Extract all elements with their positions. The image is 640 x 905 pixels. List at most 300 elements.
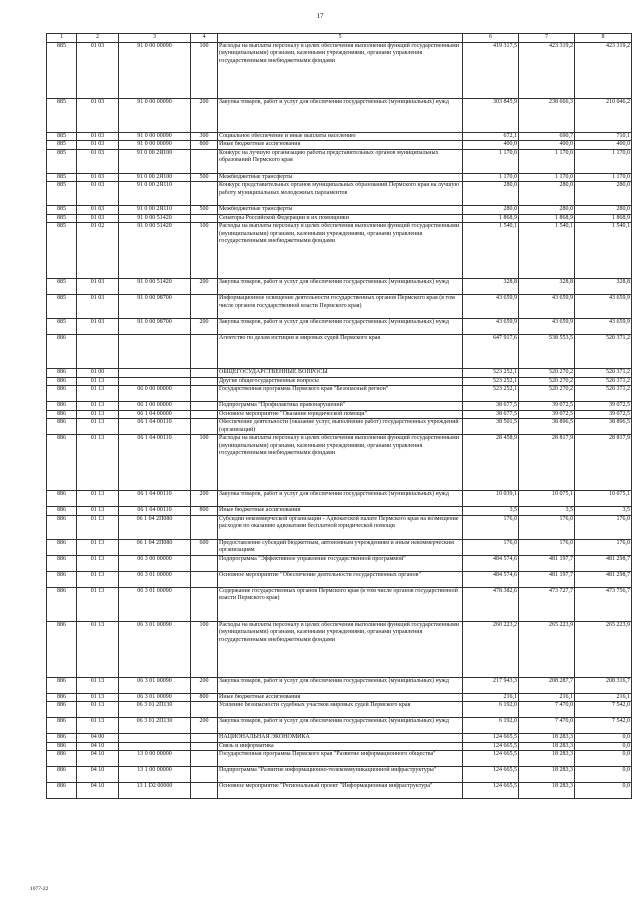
col-expense-type [191, 410, 218, 419]
col-section: 01 13 [77, 402, 119, 411]
col-sum-year-1: 1 868,9 [463, 214, 519, 223]
table-row [47, 386, 632, 402]
col-sum-year-1: 124 665,5 [463, 751, 519, 767]
col-expense-type: 200 [191, 98, 218, 132]
col-target-article: 06 3 00 00000 [119, 555, 191, 571]
col-sum-year-3: 210 046,2 [575, 98, 632, 132]
col-description: Содержание государственных органов Пермского края (в том числе органов государственной власти Пермского края) [218, 587, 463, 621]
col-admin-code: 886 [47, 783, 77, 799]
col-sum-year-1: 647 917,6 [463, 335, 519, 369]
col-sum-year-2: 238 666,3 [519, 98, 575, 132]
col-sum-year-1: 303 845,9 [463, 98, 519, 132]
col-section: 04 10 [77, 783, 119, 799]
table-row [47, 335, 632, 369]
col-target-article: 91 0 00 51420 [119, 214, 191, 223]
col-target-article: 91 0 00 2Я100 [119, 149, 191, 173]
col-expense-type: 100 [191, 42, 218, 98]
col-expense-type: 200 [191, 677, 218, 693]
col-section: 01 13 [77, 571, 119, 587]
col-section: 04 10 [77, 767, 119, 783]
col-description: Субсидии некоммерческой организации - Адвокатской палате Пермского края на возмещение расходов по оказанию адвокатами бесплатной юридической помощи [218, 515, 463, 539]
col-section: 01 00 [77, 369, 119, 378]
col-target-article [119, 734, 191, 743]
col-description: Основное мероприятие "Обеспечение деятельности государственных органов" [218, 571, 463, 587]
col-expense-type: 100 [191, 621, 218, 677]
col-section: 01 13 [77, 491, 119, 507]
col-section: 04 10 [77, 751, 119, 767]
col-description: Иные бюджетные ассигнования [218, 693, 463, 702]
col-target-article: 91 0 00 98700 [119, 295, 191, 319]
col-section: 01 03 [77, 141, 119, 150]
col-admin-code: 886 [47, 677, 77, 693]
table-row [47, 206, 632, 215]
col-admin-code: 886 [47, 718, 77, 734]
table-row [47, 132, 632, 141]
col-section: 01 13 [77, 419, 119, 435]
col-sum-year-1: 260 223,2 [463, 621, 519, 677]
col-expense-type: 800 [191, 693, 218, 702]
table-row [47, 223, 632, 279]
col-sum-year-2: 265 223,9 [519, 621, 575, 677]
col-target-article [119, 335, 191, 369]
col-description: Государственная программа Пермского края "Развитие информационного общества" [218, 751, 463, 767]
col-sum-year-1: 217 943,3 [463, 677, 519, 693]
col-section: 01 03 [77, 42, 119, 98]
col-sum-year-3: 7 542,0 [575, 702, 632, 718]
col-sum-year-3: 0,0 [575, 767, 632, 783]
col-description: Конкурс представительных органов муниципальных образований Пермского края на лучшую работу муниципальных молодежных парламентов [218, 182, 463, 206]
col-expense-type [191, 555, 218, 571]
col-sum-year-2: 10 075,1 [519, 491, 575, 507]
col-expense-type [191, 214, 218, 223]
col-section: 01 13 [77, 621, 119, 677]
col-admin-code: 886 [47, 491, 77, 507]
col-expense-type [191, 369, 218, 378]
col-sum-year-2: 18 283,3 [519, 742, 575, 751]
col-expense-type: 200 [191, 491, 218, 507]
header-col-section: 2 [77, 34, 119, 43]
header-col-sum-year-1: 6 [463, 34, 519, 43]
table-row [47, 571, 632, 587]
col-sum-year-2: 1 170,0 [519, 173, 575, 182]
col-sum-year-2: 690,7 [519, 132, 575, 141]
col-expense-type [191, 767, 218, 783]
col-target-article: 13 0 00 00000 [119, 751, 191, 767]
col-section: 01 13 [77, 677, 119, 693]
col-sum-year-1: 523 252,1 [463, 377, 519, 386]
col-section: 01 13 [77, 435, 119, 491]
col-sum-year-1: 1 540,1 [463, 223, 519, 279]
col-sum-year-3: 39 072,5 [575, 402, 632, 411]
col-description: Закупка товаров, работ и услуг для обеспечения государственных (муниципальных) нужд [218, 718, 463, 734]
col-target-article: 06 3 01 00090 [119, 587, 191, 621]
col-expense-type [191, 571, 218, 587]
col-sum-year-2: 18 283,3 [519, 734, 575, 743]
col-expense-type [191, 783, 218, 799]
col-section: 01 03 [77, 98, 119, 132]
table-row [47, 742, 632, 751]
col-target-article: 91 0 00 00090 [119, 132, 191, 141]
col-sum-year-3: 1 170,0 [575, 173, 632, 182]
table-row [47, 702, 632, 718]
col-expense-type [191, 419, 218, 435]
col-target-article: 06 3 01 00090 [119, 621, 191, 677]
col-sum-year-2: 3,5 [519, 507, 575, 516]
col-sum-year-1: 38 501,5 [463, 419, 519, 435]
col-expense-type [191, 182, 218, 206]
col-sum-year-1: 400,0 [463, 141, 519, 150]
col-sum-year-3: 481 298,7 [575, 571, 632, 587]
col-sum-year-3: 265 223,9 [575, 621, 632, 677]
table-row [47, 369, 632, 378]
col-sum-year-3: 43 659,9 [575, 295, 632, 319]
col-sum-year-3: 520 371,2 [575, 335, 632, 369]
col-target-article: 06 1 04 00110 [119, 435, 191, 491]
col-sum-year-2: 7 470,0 [519, 718, 575, 734]
col-target-article: 06 1 04 00110 [119, 507, 191, 516]
col-target-article [119, 377, 191, 386]
col-sum-year-3: 216,1 [575, 693, 632, 702]
header-col-description: 5 [218, 34, 463, 43]
budget-table [46, 33, 632, 799]
table-row [47, 419, 632, 435]
col-expense-type [191, 702, 218, 718]
col-sum-year-1: 38 677,5 [463, 402, 519, 411]
table-row [47, 319, 632, 335]
col-target-article: 91 0 00 2Я100 [119, 173, 191, 182]
table-row [47, 182, 632, 206]
col-target-article: 13 1 D2 00000 [119, 783, 191, 799]
col-sum-year-1: 523 252,1 [463, 386, 519, 402]
col-description: Межбюджетные трансферты [218, 173, 463, 182]
col-expense-type [191, 742, 218, 751]
col-sum-year-2: 18 283,3 [519, 751, 575, 767]
col-sum-year-1: 6 192,0 [463, 702, 519, 718]
col-sum-year-3: 0,0 [575, 742, 632, 751]
col-sum-year-1: 328,8 [463, 279, 519, 295]
col-admin-code: 885 [47, 214, 77, 223]
col-target-article: 06 1 04 00000 [119, 410, 191, 419]
col-sum-year-1: 1 170,0 [463, 149, 519, 173]
col-sum-year-2: 39 072,5 [519, 402, 575, 411]
col-description: Обеспечение деятельности (оказание услуг, выполнение работ) государственных учреждений (организаций) [218, 419, 463, 435]
table-row [47, 141, 632, 150]
col-admin-code: 886 [47, 621, 77, 677]
col-sum-year-3: 400,0 [575, 141, 632, 150]
col-description: Информационное освещение деятельности государственных органов Пермского края (в том числе органов государственной власти Пермского края) [218, 295, 463, 319]
col-sum-year-1: 6 192,0 [463, 718, 519, 734]
col-description: Агентство по делам юстиции и мировых судей Пермского края [218, 335, 463, 369]
col-sum-year-3: 43 659,9 [575, 319, 632, 335]
col-admin-code: 886 [47, 507, 77, 516]
col-sum-year-3: 710,1 [575, 132, 632, 141]
col-expense-type [191, 515, 218, 539]
col-admin-code: 886 [47, 555, 77, 571]
col-admin-code: 886 [47, 571, 77, 587]
col-admin-code: 885 [47, 149, 77, 173]
table-row [47, 555, 632, 571]
col-expense-type: 800 [191, 507, 218, 516]
table-row [47, 149, 632, 173]
col-sum-year-2: 1 540,1 [519, 223, 575, 279]
table-row [47, 279, 632, 295]
col-section: 01 03 [77, 206, 119, 215]
col-sum-year-1: 28 458,9 [463, 435, 519, 491]
col-sum-year-2: 280,0 [519, 182, 575, 206]
col-sum-year-3: 1 540,1 [575, 223, 632, 279]
header-col-sum-year-2: 7 [519, 34, 575, 43]
col-description: Сенаторы Российской Федерации и их помощники [218, 214, 463, 223]
col-description: Иные бюджетные ассигнования [218, 507, 463, 516]
col-expense-type [191, 402, 218, 411]
col-description: Расходы на выплаты персоналу в целях обеспечения выполнения функций государственными (муниципальными) органами, казенными учреждениями, органами управления государственными внебюджетными фондами [218, 223, 463, 279]
col-sum-year-1: 124 665,5 [463, 783, 519, 799]
col-sum-year-3: 10 075,1 [575, 491, 632, 507]
col-sum-year-3: 423 319,2 [575, 42, 632, 98]
col-expense-type [191, 734, 218, 743]
col-target-article [119, 742, 191, 751]
col-expense-type: 100 [191, 435, 218, 491]
col-section: 01 13 [77, 515, 119, 539]
col-expense-type [191, 149, 218, 173]
col-sum-year-2: 176,0 [519, 515, 575, 539]
table-row [47, 515, 632, 539]
col-expense-type [191, 751, 218, 767]
col-sum-year-3: 28 817,9 [575, 435, 632, 491]
col-sum-year-2: 43 659,9 [519, 319, 575, 335]
col-sum-year-1: 216,1 [463, 693, 519, 702]
col-admin-code: 886 [47, 377, 77, 386]
col-sum-year-1: 280,0 [463, 206, 519, 215]
col-expense-type [191, 335, 218, 369]
col-expense-type: 200 [191, 279, 218, 295]
col-sum-year-3: 176,0 [575, 515, 632, 539]
col-target-article: 91 0 00 51420 [119, 279, 191, 295]
col-target-article: 06 3 01 00090 [119, 693, 191, 702]
col-sum-year-2: 400,0 [519, 141, 575, 150]
col-section: 01 02 [77, 223, 119, 279]
col-sum-year-3: 208 316,7 [575, 677, 632, 693]
table-row [47, 435, 632, 491]
col-section: 01 13 [77, 377, 119, 386]
col-admin-code: 886 [47, 587, 77, 621]
table-row [47, 507, 632, 516]
col-target-article: 91 0 00 00090 [119, 141, 191, 150]
col-section: 01 13 [77, 718, 119, 734]
col-sum-year-2: 39 072,5 [519, 410, 575, 419]
col-target-article: 91 0 00 2Я110 [119, 206, 191, 215]
header-col-target-article: 3 [119, 34, 191, 43]
col-target-article: 06 3 01 00000 [119, 571, 191, 587]
col-description: Закупка товаров, работ и услуг для обеспечения государственных (муниципальных) нужд [218, 98, 463, 132]
col-target-article [119, 369, 191, 378]
col-sum-year-3: 1 868,9 [575, 214, 632, 223]
col-description: Социальное обеспечение и иные выплаты населению [218, 132, 463, 141]
col-target-article: 06 1 00 00000 [119, 402, 191, 411]
col-description: Расходы на выплаты персоналу в целях обеспечения выполнения функций государственными (муниципальными) органами, казенными учреждениями, органами управления государственными внебюджетными фондами [218, 621, 463, 677]
col-sum-year-1: 176,0 [463, 539, 519, 555]
col-target-article: 91 0 00 51420 [119, 223, 191, 279]
col-expense-type [191, 587, 218, 621]
col-description: Конкурс на лучшую организацию работы представительных органов муниципальных образований Пермского края [218, 149, 463, 173]
col-description: Закупка товаров, работ и услуг для обеспечения государственных (муниципальных) нужд [218, 319, 463, 335]
col-description: Основное мероприятие "Оказание юридической помощи" [218, 410, 463, 419]
table-row [47, 214, 632, 223]
col-admin-code: 886 [47, 410, 77, 419]
col-sum-year-2: 38 896,5 [519, 419, 575, 435]
table-row [47, 677, 632, 693]
col-expense-type: 200 [191, 718, 218, 734]
page-number: 17 [316, 12, 324, 20]
col-section: 01 13 [77, 587, 119, 621]
col-admin-code: 886 [47, 515, 77, 539]
col-sum-year-2: 18 283,3 [519, 783, 575, 799]
col-admin-code: 885 [47, 132, 77, 141]
col-sum-year-1: 43 659,9 [463, 319, 519, 335]
col-sum-year-3: 473 756,7 [575, 587, 632, 621]
table-row [47, 410, 632, 419]
table-row [47, 718, 632, 734]
table-row [47, 587, 632, 621]
col-description: Подпрограмма "Эффективное управление государственной программой" [218, 555, 463, 571]
col-sum-year-3: 481 298,7 [575, 555, 632, 571]
col-admin-code: 885 [47, 295, 77, 319]
col-sum-year-2: 328,8 [519, 279, 575, 295]
col-description: Подпрограмма "Развитие информационно-телекоммуникационной инфраструктуры" [218, 767, 463, 783]
col-target-article: 91 0 00 00090 [119, 98, 191, 132]
table-row [47, 295, 632, 319]
col-description: Основное мероприятие "Региональный проект "Информационная инфраструктура" [218, 783, 463, 799]
col-admin-code: 885 [47, 223, 77, 279]
col-sum-year-3: 0,0 [575, 751, 632, 767]
col-sum-year-2: 520 270,2 [519, 369, 575, 378]
col-target-article: 06 1 04 2П080 [119, 539, 191, 555]
table-row [47, 98, 632, 132]
col-sum-year-2: 520 270,2 [519, 377, 575, 386]
col-section: 01 13 [77, 539, 119, 555]
col-expense-type: 500 [191, 206, 218, 215]
col-sum-year-1: 3,5 [463, 507, 519, 516]
col-section: 01 03 [77, 149, 119, 173]
col-sum-year-2: 423 319,2 [519, 42, 575, 98]
col-admin-code: 886 [47, 435, 77, 491]
col-sum-year-3: 176,0 [575, 539, 632, 555]
col-sum-year-2: 538 553,5 [519, 335, 575, 369]
col-expense-type: 800 [191, 141, 218, 150]
col-section: 01 03 [77, 132, 119, 141]
col-section: 01 03 [77, 214, 119, 223]
col-sum-year-3: 520 371,2 [575, 386, 632, 402]
col-description: Иные бюджетные ассигнования [218, 141, 463, 150]
col-admin-code: 885 [47, 98, 77, 132]
col-sum-year-2: 208 287,7 [519, 677, 575, 693]
table-header-row [47, 34, 632, 43]
col-admin-code: 886 [47, 419, 77, 435]
col-sum-year-3: 3,5 [575, 507, 632, 516]
col-target-article: 91 0 00 00090 [119, 42, 191, 98]
col-sum-year-3: 520 371,2 [575, 377, 632, 386]
col-section: 01 03 [77, 319, 119, 335]
col-target-article: 13 1 00 00000 [119, 767, 191, 783]
col-target-article: 06 1 04 00110 [119, 491, 191, 507]
col-admin-code: 886 [47, 702, 77, 718]
col-target-article: 91 0 00 98700 [119, 319, 191, 335]
col-sum-year-3: 0,0 [575, 734, 632, 743]
table-row [47, 42, 632, 98]
col-expense-type [191, 386, 218, 402]
col-sum-year-3: 280,0 [575, 182, 632, 206]
col-target-article: 06 0 00 00000 [119, 386, 191, 402]
col-sum-year-1: 43 659,9 [463, 295, 519, 319]
col-sum-year-3: 520 371,2 [575, 369, 632, 378]
col-section: 01 13 [77, 507, 119, 516]
col-section [77, 335, 119, 369]
col-sum-year-2: 18 283,3 [519, 767, 575, 783]
col-target-article: 06 1 04 00110 [119, 419, 191, 435]
col-description: ОБЩЕГОСУДАРСТВЕННЫЕ ВОПРОСЫ [218, 369, 463, 378]
col-sum-year-2: 216,1 [519, 693, 575, 702]
table-row [47, 767, 632, 783]
table-row [47, 539, 632, 555]
col-sum-year-2: 280,0 [519, 206, 575, 215]
table-row [47, 491, 632, 507]
col-section: 01 03 [77, 173, 119, 182]
col-sum-year-3: 39 072,5 [575, 410, 632, 419]
col-description: Усиление безопасности судебных участков мировых судей Пермского края [218, 702, 463, 718]
col-admin-code: 885 [47, 42, 77, 98]
col-target-article: 06 3 01 2П130 [119, 702, 191, 718]
col-admin-code: 885 [47, 141, 77, 150]
col-admin-code: 886 [47, 402, 77, 411]
col-expense-type: 300 [191, 132, 218, 141]
footer-code: 1077-22 [30, 886, 49, 892]
col-description: Другие общегосударственные вопросы [218, 377, 463, 386]
col-expense-type: 100 [191, 223, 218, 279]
col-sum-year-2: 481 197,7 [519, 571, 575, 587]
col-sum-year-1: 10 039,1 [463, 491, 519, 507]
col-sum-year-3: 38 896,5 [575, 419, 632, 435]
col-admin-code: 886 [47, 539, 77, 555]
col-sum-year-3: 7 542,0 [575, 718, 632, 734]
col-expense-type [191, 295, 218, 319]
col-admin-code: 886 [47, 734, 77, 743]
col-sum-year-1: 484 574,6 [463, 571, 519, 587]
col-description: Закупка товаров, работ и услуг для обеспечения государственных (муниципальных) нужд [218, 279, 463, 295]
table-row [47, 621, 632, 677]
col-description: Закупка товаров, работ и услуг для обеспечения государственных (муниципальных) нужд [218, 491, 463, 507]
col-description: Расходы на выплаты персоналу в целях обеспечения выполнения функций государственными (муниципальными) органами, казенными учреждениями, органами управления государственными внебюджетными фондами [218, 42, 463, 98]
col-sum-year-3: 0,0 [575, 783, 632, 799]
col-sum-year-1: 124 665,5 [463, 767, 519, 783]
col-description: Закупка товаров, работ и услуг для обеспечения государственных (муниципальных) нужд [218, 677, 463, 693]
col-sum-year-2: 520 270,2 [519, 386, 575, 402]
col-expense-type: 600 [191, 539, 218, 555]
col-admin-code: 885 [47, 206, 77, 215]
col-section: 01 03 [77, 279, 119, 295]
header-col-sum-year-3: 8 [575, 34, 632, 43]
col-description: НАЦИОНАЛЬНАЯ ЭКОНОМИКА [218, 734, 463, 743]
col-admin-code: 886 [47, 693, 77, 702]
col-section: 01 13 [77, 386, 119, 402]
col-sum-year-3: 1 170,0 [575, 149, 632, 173]
col-sum-year-3: 280,0 [575, 206, 632, 215]
table-row [47, 173, 632, 182]
col-sum-year-1: 124 665,5 [463, 742, 519, 751]
col-admin-code: 886 [47, 742, 77, 751]
col-description: Связь и информатика [218, 742, 463, 751]
col-sum-year-2: 481 197,7 [519, 555, 575, 571]
table-row [47, 693, 632, 702]
